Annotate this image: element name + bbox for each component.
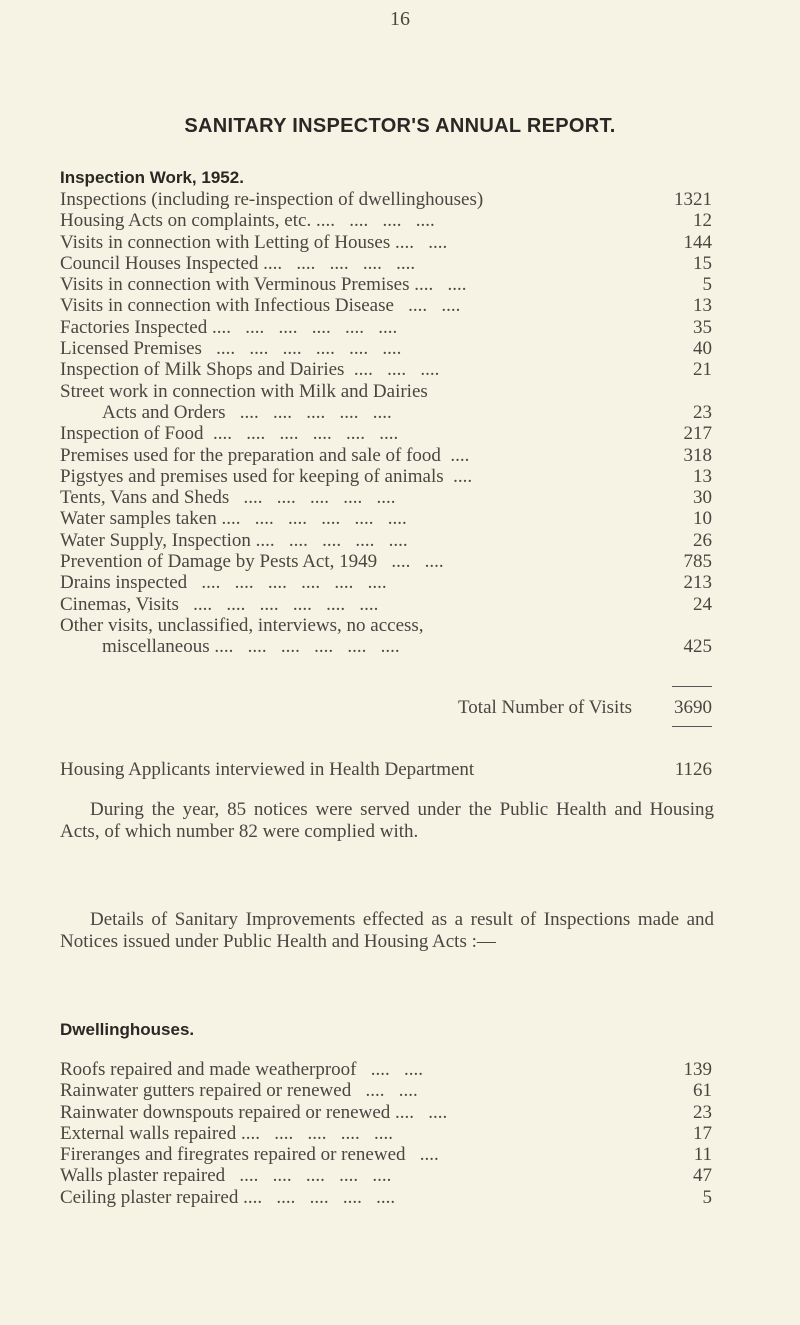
item-value: 1321 [674, 189, 712, 210]
total-label: Total Number of Visits [458, 697, 632, 718]
details-paragraph: Details of Sanitary Improvements effected as a result of Inspections made and Notices issued under Public Health and Housing Acts :— [60, 909, 714, 952]
item-label: Water Supply, Inspection .... .... .... .... .... [60, 529, 408, 551]
item-label: Inspections (including re-inspection of dwellinghouses) [60, 189, 484, 210]
list-item [60, 1080, 712, 1101]
item-value: 5 [702, 1186, 712, 1208]
item-label: Council Houses Inspected .... .... .... .... .... [60, 252, 416, 274]
page-title: SANITARY INSPECTOR'S ANNUAL REPORT. [184, 115, 616, 137]
item-label: Pigstyes and premises used for keeping of animals .... [60, 465, 473, 487]
list-item [60, 295, 712, 316]
item-label: Street work in connection with Milk and Dairies [60, 380, 428, 402]
item-label: Drains inspected .... .... .... .... .... .... [60, 572, 387, 594]
item-value: 35 [693, 316, 712, 338]
item-value: 26 [693, 529, 712, 551]
divider [672, 686, 712, 687]
list-item [60, 1059, 712, 1080]
list-item [60, 232, 712, 253]
item-value: 30 [693, 487, 712, 509]
list-item [60, 551, 712, 572]
item-value: 17 [693, 1122, 712, 1144]
list-item [60, 1123, 712, 1144]
item-label: Prevention of Damage by Pests Act, 1949 .... .... [60, 551, 444, 573]
dwellinghouses-list [60, 1059, 712, 1208]
housing-applicants-value: 1126 [674, 759, 712, 780]
item-label: Housing Acts on complaints, etc. .... .... .... .... [60, 210, 435, 232]
item-value: 12 [693, 210, 712, 232]
item-label: Cinemas, Visits .... .... .... .... .... .... [60, 593, 379, 615]
list-item [60, 1102, 712, 1123]
list-item [60, 594, 712, 615]
item-label: Walls plaster repaired .... .... .... .... .... [60, 1165, 392, 1187]
item-value: 139 [683, 1059, 712, 1080]
item-value: 24 [693, 593, 712, 615]
item-value: 11 [693, 1144, 712, 1166]
list-item [60, 530, 712, 551]
housing-applicants-row [60, 759, 712, 781]
list-item [60, 487, 712, 508]
item-label: Roofs repaired and made weatherproof .... .... [60, 1059, 423, 1080]
item-value: 5 [702, 274, 712, 296]
list-item [60, 572, 712, 593]
item-label: miscellaneous .... .... .... .... .... .... [102, 636, 400, 658]
list-item [60, 1187, 712, 1208]
item-label: Other visits, unclassified, interviews, no access, [60, 614, 424, 636]
list-item [60, 636, 712, 657]
item-label: Premises used for the preparation and sale of food .... [60, 444, 470, 466]
list-item [60, 338, 712, 359]
list-item [60, 466, 712, 487]
item-value: 318 [683, 444, 712, 466]
item-value: 10 [693, 508, 712, 530]
item-label: Factories Inspected .... .... .... .... .... .... [60, 316, 398, 338]
item-value: 61 [693, 1080, 712, 1102]
list-item [60, 615, 712, 636]
divider [672, 726, 712, 727]
item-label: Water samples taken .... .... .... .... .... .... [60, 508, 407, 530]
item-value: 425 [683, 636, 712, 658]
item-label: External walls repaired .... .... .... .... .... [60, 1122, 393, 1144]
item-label: Inspection of Food .... .... .... .... .... .... [60, 423, 399, 445]
list-item [60, 253, 712, 274]
item-label: Rainwater gutters repaired or renewed .... .... [60, 1080, 418, 1102]
item-value: 785 [683, 551, 712, 573]
list-item [60, 1165, 712, 1186]
item-value: 23 [693, 401, 712, 423]
list-item [60, 274, 712, 295]
item-label: Licensed Premises .... .... .... .... .... .... [60, 338, 402, 360]
item-label: Inspection of Milk Shops and Dairies .... .... .... [60, 359, 440, 381]
item-label: Tents, Vans and Sheds .... .... .... .... .... [60, 487, 396, 509]
dwellinghouses-heading: Dwellinghouses. [60, 1020, 195, 1039]
item-value: 144 [683, 231, 712, 253]
item-label: Acts and Orders .... .... .... .... .... [102, 401, 392, 423]
inspection-list [60, 189, 712, 658]
page-number: 16 [390, 8, 410, 30]
list-item [60, 445, 712, 466]
item-label: Visits in connection with Infectious Disease .... .... [60, 295, 461, 317]
item-value: 15 [693, 252, 712, 274]
item-label: Visits in connection with Verminous Premises .... .... [60, 274, 467, 296]
item-value: 40 [693, 338, 712, 360]
list-item [60, 189, 712, 210]
list-item [60, 381, 712, 402]
list-item [60, 317, 712, 338]
list-item [60, 359, 712, 380]
item-value: 217 [683, 423, 712, 445]
item-label: Rainwater downspouts repaired or renewed .... .... [60, 1101, 448, 1123]
item-value: 13 [693, 465, 712, 487]
total-value: 3690 [674, 697, 712, 718]
item-value: 21 [693, 359, 712, 381]
item-value: 213 [683, 572, 712, 594]
list-item [60, 508, 712, 529]
item-label: Visits in connection with Letting of Houses .... .... [60, 231, 448, 253]
list-item [60, 402, 712, 423]
item-value: 23 [693, 1101, 712, 1123]
list-item [60, 210, 712, 231]
notices-paragraph: During the year, 85 notices were served under the Public Health and Housing Acts, of which number 82 were complied with. [60, 799, 714, 842]
inspection-heading: Inspection Work, 1952. [60, 168, 244, 187]
item-label: Ceiling plaster repaired .... .... .... .... .... [60, 1186, 396, 1208]
housing-applicants-label: Housing Applicants interviewed in Health Department [60, 759, 475, 780]
item-label: Fireranges and firegrates repaired or renewed .... [60, 1144, 439, 1166]
item-value: 47 [693, 1165, 712, 1187]
item-value: 13 [693, 295, 712, 317]
list-item [60, 1144, 712, 1165]
total-row [60, 697, 712, 719]
list-item [60, 423, 712, 444]
